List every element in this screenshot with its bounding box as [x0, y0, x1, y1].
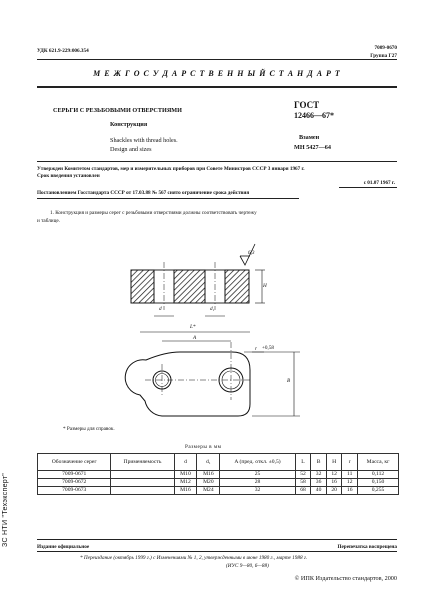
approval-line-3: Постановлением Госстандарта СССР от 17.03.88 № 567 снято ограничение срока действия: [37, 190, 250, 196]
table-cell: 58: [295, 479, 311, 487]
divider: [37, 551, 397, 552]
table-cell: 52: [295, 471, 311, 479]
official-edition: Издание официальное: [37, 544, 90, 550]
table-cell: 0,255: [358, 487, 399, 495]
side-stamp: ЗС НТИ "Техэксперт": [2, 472, 9, 548]
table-cell: 7009-0673: [38, 487, 111, 495]
replaces-number: МН 5427—64: [294, 144, 331, 151]
col-mass: Масса, кг: [358, 454, 399, 471]
table-cell: 11: [342, 471, 358, 479]
reprint-prohibited: Перепечатка воспрещена: [337, 544, 397, 550]
table-cell: 32: [220, 487, 295, 495]
interstate-standard-heading: М Е Ж Г О С У Д А Р С Т В Е Н Н Ы Й С Т А Н Д А Р Т: [93, 69, 341, 78]
table-cell: 36: [311, 479, 327, 487]
clause-1-line-b: и таблице.: [37, 218, 60, 224]
table-cell: [111, 479, 174, 487]
table-cell: M24: [197, 487, 220, 495]
udk-code: УДК 621.9-229:006.354: [37, 48, 89, 54]
clause-1-line-a: 1. Конструкция и размеры серег с резьбовыми отверстиями должны соответствовать чертежу: [50, 210, 257, 216]
dim-d1: d₁: [210, 306, 215, 312]
table-cell: 40: [311, 487, 327, 495]
title-en-2: Design and sizes: [110, 146, 152, 153]
table-row: [38, 479, 399, 487]
table-cell: 28: [220, 479, 295, 487]
dim-r-tolerance: +0,58: [262, 345, 275, 351]
dim-b: B: [287, 378, 291, 384]
title-ru-sub: Конструкция: [110, 121, 148, 128]
table-cell: 68: [295, 487, 311, 495]
title-en-1: Shackles with thread holes.: [110, 137, 178, 144]
table-header-row: [38, 454, 399, 471]
table-cell: 0,112: [358, 471, 399, 479]
roughness-value: 6,3: [248, 250, 255, 256]
table-cell: 7009-0671: [38, 471, 111, 479]
table-cell: M12: [174, 479, 197, 487]
table-cell: 25: [220, 471, 295, 479]
title-ru: СЕРЬГИ С РЕЗЬБОВЫМИ ОТВЕРСТИЯМИ: [53, 107, 182, 114]
table-cell: 16: [342, 487, 358, 495]
col-h: H: [326, 454, 342, 471]
section-view: [131, 262, 249, 310]
approval-line-2: Срок введения установлен: [37, 173, 100, 179]
reissue-note-1: * Переиздание (октябрь 1999 г.) с Изменениями № 1, 2, утвержденными в июне 1980 г., марте 1988 г.: [80, 555, 308, 561]
table-cell: M16: [197, 471, 220, 479]
col-b: B: [311, 454, 327, 471]
table-row: [38, 487, 399, 495]
copyright: © ИПК Издательство стандартов, 2000: [294, 575, 397, 582]
table-cell: 20: [326, 487, 342, 495]
dimensions-table: [37, 453, 399, 495]
table-cell: 12: [342, 479, 358, 487]
col-d: d: [174, 454, 197, 471]
table-cell: M20: [197, 479, 220, 487]
dim-h: H: [263, 283, 267, 289]
table-cell: 7009-0672: [38, 479, 111, 487]
table-cell: 12: [326, 471, 342, 479]
col-designation: Обозначение серег: [38, 454, 111, 471]
approval-line-1: Утвержден Комитетом стандартов, мер и измерительных приборов при Совете Министров СССР 3 января 1967 г.: [37, 166, 305, 172]
dim-r: r: [255, 346, 258, 352]
col-r: r: [342, 454, 358, 471]
group-code: Группа Г27: [370, 53, 397, 59]
table-caption: Размеры в мм: [185, 444, 222, 450]
table-cell: 16: [326, 479, 342, 487]
table-cell: 0,150: [358, 479, 399, 487]
dim-d: d: [159, 306, 162, 312]
gost-number: 12466—67*: [294, 111, 334, 120]
table-cell: M16: [174, 487, 197, 495]
replaces-label: Взамен: [299, 134, 320, 141]
footnote: * Размеры для справок.: [63, 426, 115, 432]
divider: [37, 539, 397, 540]
dim-l: L*: [190, 324, 196, 330]
col-l: L: [295, 454, 311, 471]
col-a: A (пред. откл. ±0,5): [220, 454, 295, 471]
effective-date: с 01.07 1967 г.: [363, 180, 395, 186]
reissue-note-2: (ИУС 9—80, 6—88): [226, 563, 269, 569]
col-applicability: Применяемость: [111, 454, 174, 471]
gost-label: ГОСТ: [294, 100, 320, 110]
doc-code: 7009-0670: [374, 45, 397, 51]
plan-view: [125, 342, 250, 416]
table-cell: [111, 487, 174, 495]
table-row: [38, 471, 399, 479]
table-cell: 32: [311, 471, 327, 479]
table-cell: [111, 471, 174, 479]
col-d1: d₁: [197, 454, 220, 471]
table-cell: M10: [174, 471, 197, 479]
dim-a: A: [193, 335, 197, 341]
